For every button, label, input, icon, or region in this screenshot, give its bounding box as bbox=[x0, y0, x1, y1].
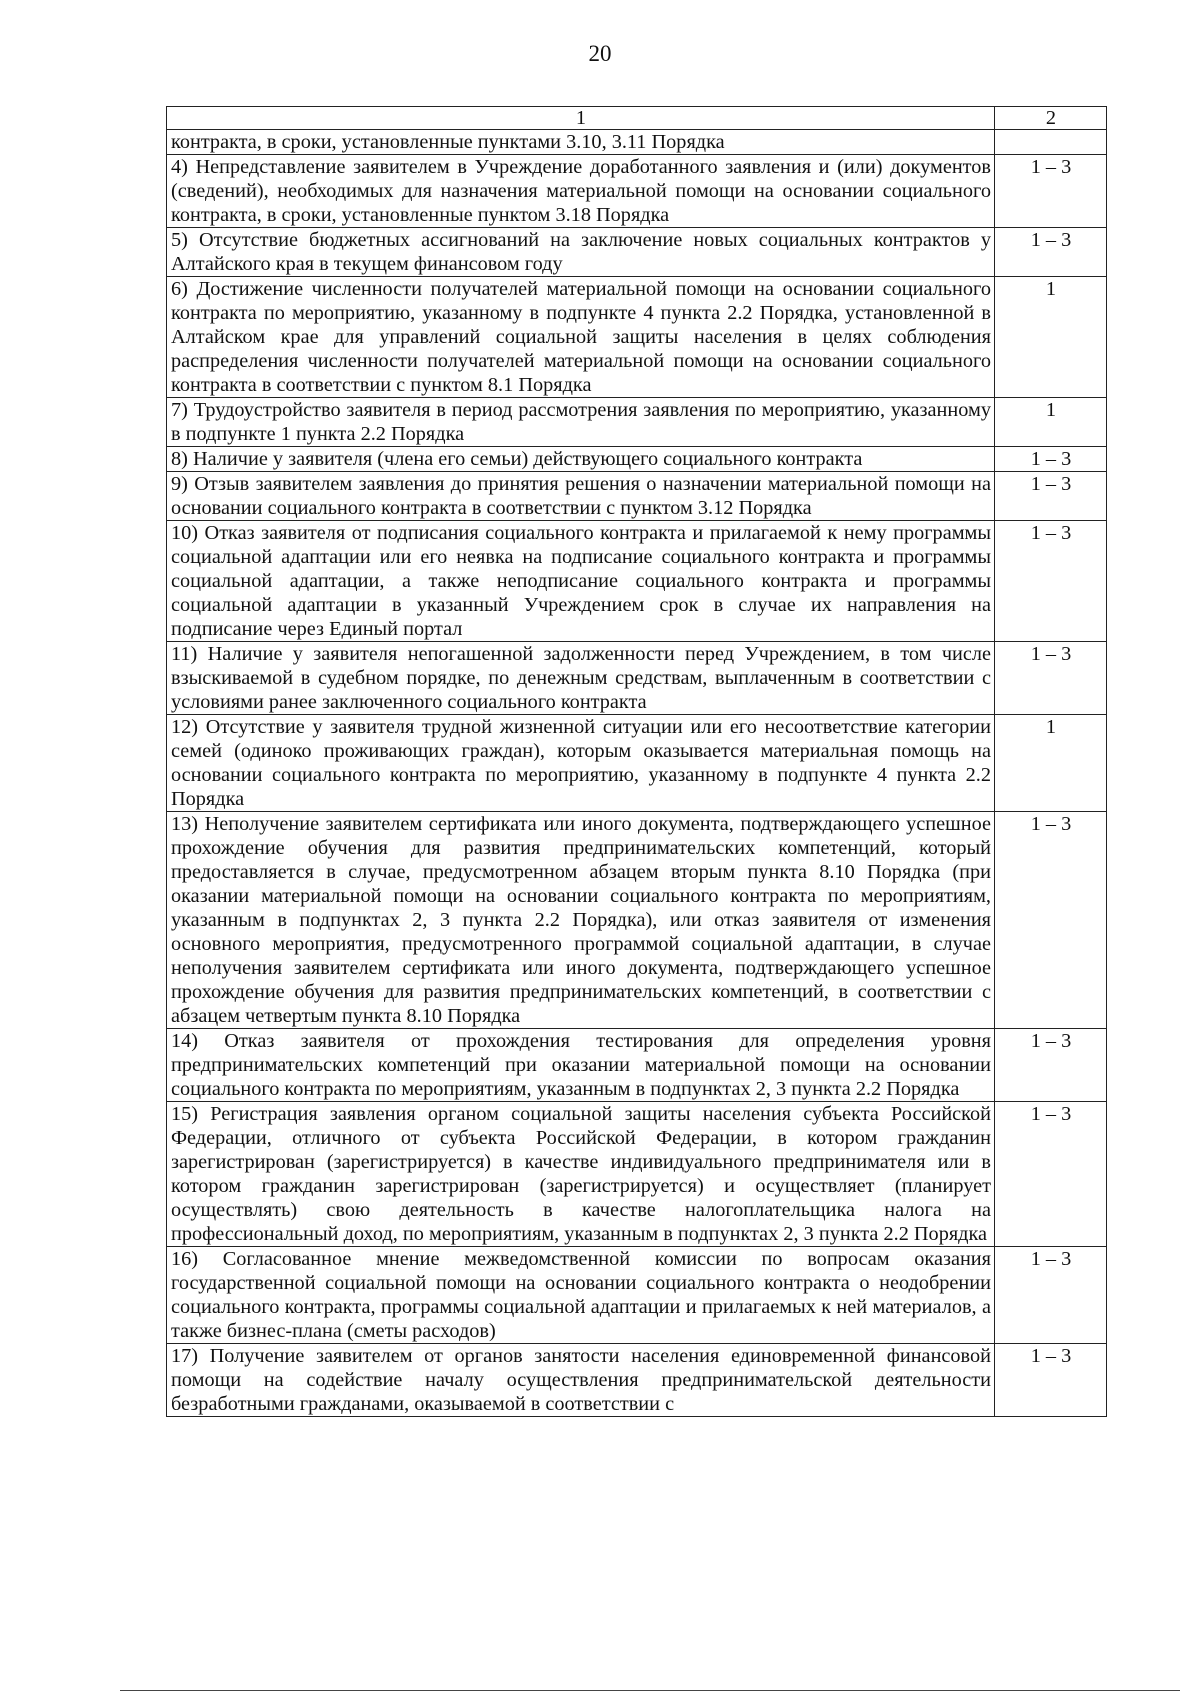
table-row bbox=[167, 521, 1107, 642]
condition-text: 13) Неполучение заявителем сертификата или иного документа, подтверждающего успешное прохождение обучения для развития предпринимательских компетенций, который предоставляется в случае, предусмотренном абзацем вторым пункта 8.10 Порядка (при оказании материальной помощи на основании социального контракта по мероприятиям, указанным в подпунктах 2, 3 пункта 2.2 Порядка), или отказ заявителя от изменения основного мероприятия, предусмотренного программой социальной адаптации, в случае неполучения заявителем сертификата или иного документа, подтверждающего успешное прохождение обучения для развития предпринимательских компетенций, в соответствии с абзацем четвертым пункта 8.10 Порядка bbox=[167, 812, 995, 1029]
table-header-row bbox=[167, 107, 1107, 130]
table-body bbox=[167, 130, 1107, 1417]
condition-text: 7) Трудоустройство заявителя в период рассмотрения заявления по мероприятию, указанному в подпункте 1 пункта 2.2 Порядка bbox=[167, 398, 995, 447]
applicable-measures: 1 – 3 bbox=[995, 1029, 1107, 1102]
condition-text: контракта, в сроки, установленные пунктами 3.10, 3.11 Порядка bbox=[167, 130, 995, 155]
applicable-measures: 1 bbox=[995, 715, 1107, 812]
applicable-measures: 1 – 3 bbox=[995, 228, 1107, 277]
table-row bbox=[167, 1344, 1107, 1417]
condition-text: 16) Согласованное мнение межведомственной комиссии по вопросам оказания государственной социальной помощи на основании социального контракта о неодобрении социального контракта, программы социальной адаптации и прилагаемых к ней материалов, а также бизнес-плана (сметы расходов) bbox=[167, 1247, 995, 1344]
condition-text: 4) Непредставление заявителем в Учреждение доработанного заявления и (или) документов (сведений), необходимых для назначения материальной помощи на основании социального контракта, в сроки, установленные пунктом 3.18 Порядка bbox=[167, 155, 995, 228]
condition-text: 9) Отзыв заявителем заявления до принятия решения о назначении материальной помощи на основании социального контракта в соответствии с пунктом 3.12 Порядка bbox=[167, 472, 995, 521]
table-row bbox=[167, 130, 1107, 155]
condition-text: 11) Наличие у заявителя непогашенной задолженности перед Учреждением, в том числе взыскиваемой в судебном порядке, по денежным средствам, выплаченным в соответствии с условиями ранее заключенного социального контракта bbox=[167, 642, 995, 715]
page-number: 20 bbox=[588, 41, 612, 66]
condition-text: 8) Наличие у заявителя (члена его семьи) действующего социального контракта bbox=[167, 447, 995, 472]
condition-text: 10) Отказ заявителя от подписания социального контракта и прилагаемой к нему программы социальной адаптации или его неявка на подписание социального контракта и программы социальной адаптации, а также неподписание социального контракта и программы социальной адаптации в указанный Учреждением срок в случае их направления на подписание через Единый портал bbox=[167, 521, 995, 642]
condition-text: 12) Отсутствие у заявителя трудной жизненной ситуации или его несоответствие категории семей (одиноко проживающих граждан), которым оказывается материальная помощь на основании социального контракта по мероприятию, указанному в подпункте 4 пункта 2.2 Порядка bbox=[167, 715, 995, 812]
applicable-measures: 1 – 3 bbox=[995, 155, 1107, 228]
grounds-table bbox=[166, 106, 1107, 1417]
applicable-measures: 1 – 3 bbox=[995, 521, 1107, 642]
table-row bbox=[167, 1247, 1107, 1344]
table-row bbox=[167, 1029, 1107, 1102]
applicable-measures: 1 – 3 bbox=[995, 1247, 1107, 1344]
applicable-measures: 1 – 3 bbox=[995, 1344, 1107, 1417]
column-header-1: 1 bbox=[167, 107, 995, 130]
applicable-measures bbox=[995, 130, 1107, 155]
condition-text: 5) Отсутствие бюджетных ассигнований на заключение новых социальных контрактов у Алтайского края в текущем финансовом году bbox=[167, 228, 995, 277]
table-row bbox=[167, 228, 1107, 277]
table-row bbox=[167, 472, 1107, 521]
table-row bbox=[167, 447, 1107, 472]
applicable-measures: 1 – 3 bbox=[995, 447, 1107, 472]
scan-bottom-edge bbox=[120, 1690, 1180, 1691]
table-row bbox=[167, 277, 1107, 398]
applicable-measures: 1 – 3 bbox=[995, 642, 1107, 715]
condition-text: 17) Получение заявителем от органов занятости населения единовременной финансовой помощи на содействие началу осуществления предпринимательской деятельности безработными гражданами, оказываемой в соответствии с bbox=[167, 1344, 995, 1417]
table-row bbox=[167, 715, 1107, 812]
condition-text: 15) Регистрация заявления органом социальной защиты населения субъекта Российской Федерации, отличного от субъекта Российской Федерации, в котором гражданин зарегистрирован (зарегистрируется) в качестве индивидуального предпринимателя или в котором гражданин зарегистрирован (зарегистрируется) и осуществляет (планирует осуществлять) свою деятельность в качестве налогоплательщика налога на профессиональный доход, по мероприятиям, указанным в подпунктах 2, 3 пункта 2.2 Порядка bbox=[167, 1102, 995, 1247]
applicable-measures: 1 – 3 bbox=[995, 472, 1107, 521]
applicable-measures: 1 – 3 bbox=[995, 812, 1107, 1029]
applicable-measures: 1 bbox=[995, 277, 1107, 398]
table-row bbox=[167, 398, 1107, 447]
table-row bbox=[167, 1102, 1107, 1247]
column-header-2: 2 bbox=[995, 107, 1107, 130]
table-row bbox=[167, 812, 1107, 1029]
condition-text: 6) Достижение численности получателей материальной помощи на основании социального контракта по мероприятию, указанному в подпункте 4 пункта 2.2 Порядка, установленной в Алтайском крае для управлений социальной защиты населения в целях соблюдения распределения численности получателей материальной помощи на основании социального контракта в соответствии с пунктом 8.1 Порядка bbox=[167, 277, 995, 398]
applicable-measures: 1 – 3 bbox=[995, 1102, 1107, 1247]
table-row bbox=[167, 155, 1107, 228]
table-row bbox=[167, 642, 1107, 715]
applicable-measures: 1 bbox=[995, 398, 1107, 447]
condition-text: 14) Отказ заявителя от прохождения тестирования для определения уровня предпринимательских компетенций при оказании материальной помощи на основании социального контракта по мероприятиям, указанным в подпунктах 2, 3 пункта 2.2 Порядка bbox=[167, 1029, 995, 1102]
